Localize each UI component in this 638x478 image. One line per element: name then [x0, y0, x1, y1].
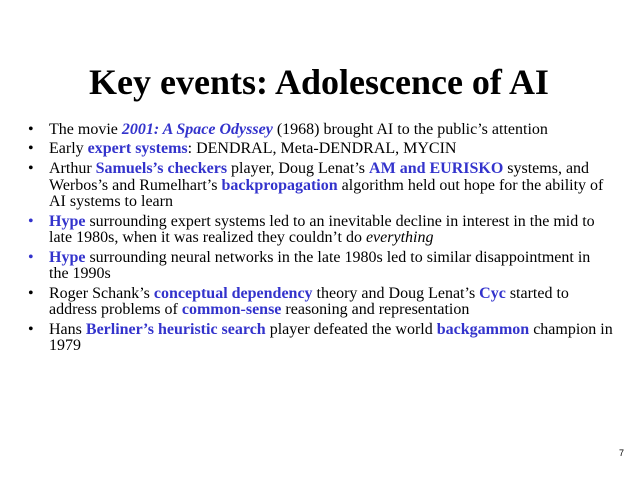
bullet-text: Arthur	[49, 159, 96, 177]
bullet-item	[28, 286, 613, 319]
bullet-text: surrounding neural networks in the late 1980s led to similar disappointment in the 1990s	[49, 248, 591, 283]
bullet-item	[28, 322, 613, 355]
bullet-text: systems, and Werbos’s and Rumelhart’s	[49, 159, 590, 194]
highlight-term: expert systems	[87, 140, 188, 158]
bullet-text: Roger Schank’s	[49, 284, 154, 302]
highlight-term: Cyc	[479, 284, 506, 302]
bullet-text: reasoning and representation	[281, 301, 470, 319]
bullet-item	[28, 141, 613, 158]
bullet-item	[28, 214, 613, 247]
slide-title: Key events: Adolescence of AI	[89, 62, 549, 102]
bullet-text: theory and Doug Lenat’s	[312, 284, 480, 302]
italic-term: everything	[365, 229, 434, 247]
highlight-term: Hype	[49, 212, 86, 230]
highlight-term: common-sense	[181, 301, 282, 319]
bullet-text: player, Doug Lenat’s	[227, 159, 370, 177]
bullet-item	[28, 250, 613, 283]
bullet-text: algorithm held out hope for the ability of AI systems to learn	[49, 176, 604, 211]
bullet-item	[28, 122, 613, 139]
bullet-item	[28, 161, 613, 211]
bullet-text: Hans	[49, 320, 86, 338]
highlight-term: 2001: A Space Odyssey	[121, 121, 273, 138]
highlight-term: AM and EURISKO	[369, 159, 504, 177]
bullet-text: Early	[49, 140, 88, 158]
highlight-term: backgammon	[436, 320, 530, 338]
bullet-list	[28, 122, 613, 358]
bullet-text: : DENDRAL, Meta-DENDRAL, MYCIN	[187, 140, 457, 158]
bullet-text: player defeated the world	[265, 320, 437, 338]
highlight-term: Samuels’s checkers	[95, 159, 228, 177]
bullet-text: started to address problems of	[49, 284, 569, 319]
highlight-term: Berliner’s heuristic search	[85, 320, 266, 338]
page-number: 7	[618, 448, 624, 458]
bullet-text: surrounding expert systems led to an inevitable decline in interest in the mid to late 1980s, when it was realized they couldn’t do	[49, 212, 595, 247]
bullet-text: (1968) brought AI to the public’s attention	[272, 121, 548, 138]
highlight-term: Hype	[49, 248, 86, 266]
highlight-term: conceptual dependency	[153, 284, 313, 302]
highlight-term: backpropagation	[221, 176, 338, 194]
bullet-text: champion in 1979	[49, 320, 613, 355]
bullet-text: The movie	[49, 121, 122, 138]
